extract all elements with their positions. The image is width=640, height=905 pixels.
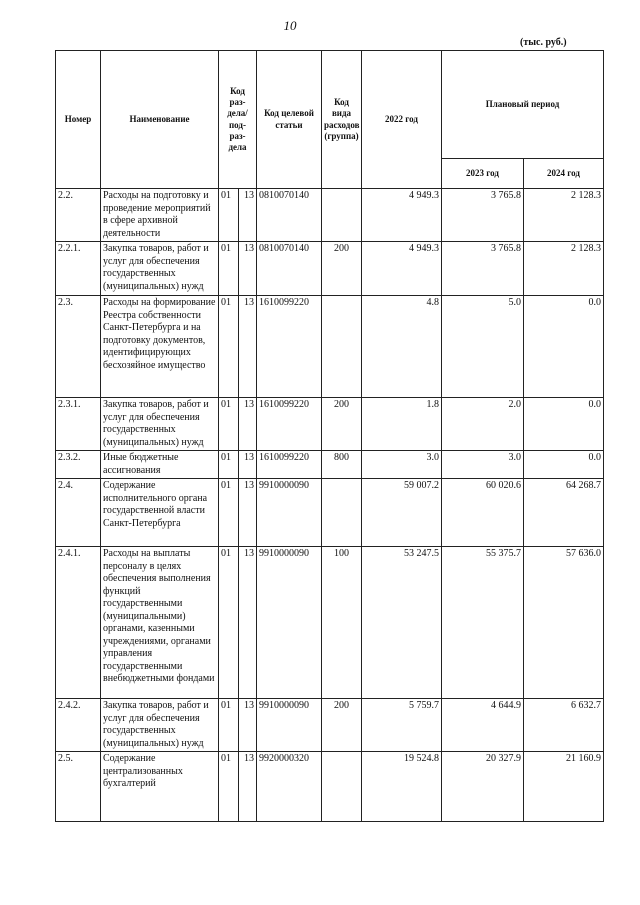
row-target-code: 9910000090 (257, 547, 322, 699)
row-subsection: 13 (239, 699, 257, 752)
row-name: Закупка товаров, работ и услуг для обеспечения государственных (муниципальных) нужд (101, 699, 219, 752)
row-subsection: 13 (239, 242, 257, 296)
row-name: Расходы на подготовку и проведение мероприятий в сфере архивной деятельности (101, 189, 219, 242)
row-amount-2022: 19 524.8 (362, 752, 442, 822)
table-row (56, 398, 604, 451)
table-row (56, 451, 604, 479)
row-expense-type (322, 189, 362, 242)
row-subsection: 13 (239, 479, 257, 547)
table-row (56, 189, 604, 242)
row-section: 01 (219, 699, 239, 752)
row-amount-2023: 20 327.9 (442, 752, 524, 822)
header-2022: 2022 год (362, 51, 442, 189)
row-amount-2024: 0.0 (524, 451, 604, 479)
header-section-code: Код раз-дела/ под-раз-дела (219, 51, 257, 189)
row-number: 2.5. (56, 752, 101, 822)
budget-table (55, 50, 604, 822)
row-number: 2.2.1. (56, 242, 101, 296)
row-subsection: 13 (239, 398, 257, 451)
row-amount-2023: 3 765.8 (442, 189, 524, 242)
row-amount-2022: 5 759.7 (362, 699, 442, 752)
row-target-code: 1610099220 (257, 296, 322, 398)
row-section: 01 (219, 296, 239, 398)
row-section: 01 (219, 451, 239, 479)
table-row (56, 547, 604, 699)
row-subsection: 13 (239, 752, 257, 822)
row-amount-2024: 2 128.3 (524, 242, 604, 296)
row-name: Иные бюджетные ассигнования (101, 451, 219, 479)
table-row (56, 699, 604, 752)
row-name: Содержание централизованных бухгалтерий (101, 752, 219, 822)
row-expense-type: 200 (322, 398, 362, 451)
row-expense-type (322, 479, 362, 547)
row-amount-2022: 4.8 (362, 296, 442, 398)
row-expense-type (322, 296, 362, 398)
row-amount-2023: 3 765.8 (442, 242, 524, 296)
row-amount-2022: 53 247.5 (362, 547, 442, 699)
row-target-code: 9920000320 (257, 752, 322, 822)
row-expense-type: 200 (322, 699, 362, 752)
row-amount-2024: 64 268.7 (524, 479, 604, 547)
row-amount-2022: 3.0 (362, 451, 442, 479)
row-amount-2023: 2.0 (442, 398, 524, 451)
row-subsection: 13 (239, 189, 257, 242)
row-name: Содержание исполнительного органа государственной власти Санкт-Петербурга (101, 479, 219, 547)
row-section: 01 (219, 752, 239, 822)
row-expense-type: 200 (322, 242, 362, 296)
row-target-code: 1610099220 (257, 398, 322, 451)
row-number: 2.2. (56, 189, 101, 242)
row-section: 01 (219, 242, 239, 296)
row-target-code: 9910000090 (257, 699, 322, 752)
row-amount-2022: 4 949.3 (362, 242, 442, 296)
row-target-code: 0810070140 (257, 189, 322, 242)
header-expense-type: Код вида расходов (группа) (322, 51, 362, 189)
page-number: 10 (283, 18, 297, 33)
row-amount-2022: 1.8 (362, 398, 442, 451)
units-label: (тыс. руб.) (520, 37, 567, 48)
header-number: Номер (56, 51, 101, 189)
header-planned-period: Плановый период (442, 51, 604, 159)
row-section: 01 (219, 189, 239, 242)
table-row (56, 242, 604, 296)
row-subsection: 13 (239, 547, 257, 699)
row-expense-type: 100 (322, 547, 362, 699)
row-amount-2023: 60 020.6 (442, 479, 524, 547)
header-2023: 2023 год (442, 159, 524, 189)
row-amount-2023: 4 644.9 (442, 699, 524, 752)
row-amount-2024: 6 632.7 (524, 699, 604, 752)
row-amount-2023: 3.0 (442, 451, 524, 479)
row-number: 2.3.1. (56, 398, 101, 451)
row-amount-2024: 0.0 (524, 296, 604, 398)
row-section: 01 (219, 398, 239, 451)
row-number: 2.3.2. (56, 451, 101, 479)
row-number: 2.3. (56, 296, 101, 398)
table-row (56, 479, 604, 547)
row-amount-2023: 5.0 (442, 296, 524, 398)
row-name: Закупка товаров, работ и услуг для обеспечения государственных (муниципальных) нужд (101, 398, 219, 451)
row-section: 01 (219, 547, 239, 699)
header-2024: 2024 год (524, 159, 604, 189)
table-row (56, 752, 604, 822)
row-expense-type: 800 (322, 451, 362, 479)
row-amount-2024: 0.0 (524, 398, 604, 451)
row-target-code: 0810070140 (257, 242, 322, 296)
row-subsection: 13 (239, 296, 257, 398)
table-body (56, 189, 604, 822)
row-number: 2.4.2. (56, 699, 101, 752)
row-number: 2.4.1. (56, 547, 101, 699)
row-amount-2024: 21 160.9 (524, 752, 604, 822)
row-amount-2023: 55 375.7 (442, 547, 524, 699)
row-subsection: 13 (239, 451, 257, 479)
row-target-code: 9910000090 (257, 479, 322, 547)
row-name: Закупка товаров, работ и услуг для обеспечения государственных (муниципальных) нужд (101, 242, 219, 296)
row-amount-2024: 2 128.3 (524, 189, 604, 242)
table-row (56, 296, 604, 398)
row-target-code: 1610099220 (257, 451, 322, 479)
row-name: Расходы на формирование Реестра собственности Санкт-Петербурга и на подготовку документов, идентифицирующих бесхозяйное имущество (101, 296, 219, 398)
row-amount-2022: 4 949.3 (362, 189, 442, 242)
row-number: 2.4. (56, 479, 101, 547)
row-name: Расходы на выплаты персоналу в целях обеспечения выполнения функций государственными (муниципальными) органами, казенными учреждениями, органами управления государственными внебюджетными фондами (101, 547, 219, 699)
header-name: Наименование (101, 51, 219, 189)
row-amount-2024: 57 636.0 (524, 547, 604, 699)
row-amount-2022: 59 007.2 (362, 479, 442, 547)
header-target-code: Код целевой статьи (257, 51, 322, 189)
row-section: 01 (219, 479, 239, 547)
row-expense-type (322, 752, 362, 822)
